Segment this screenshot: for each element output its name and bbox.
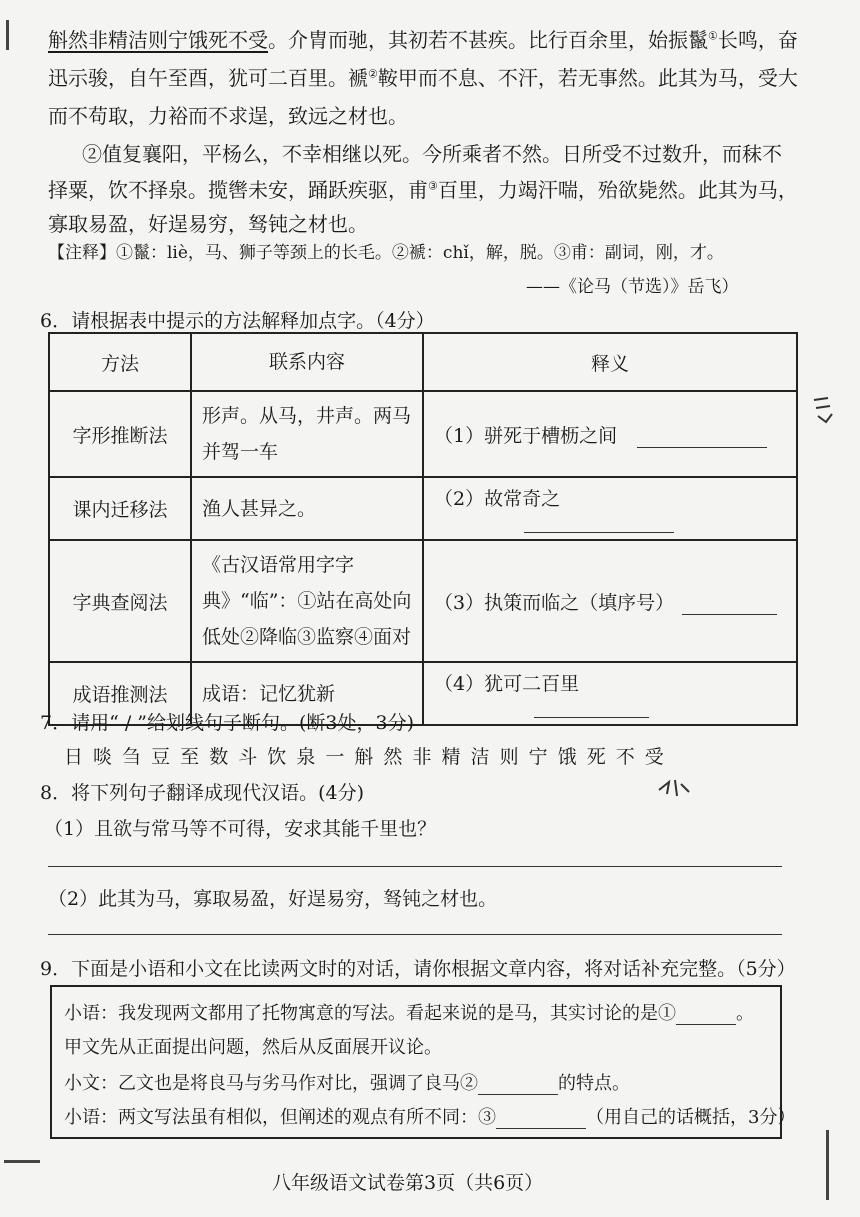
passage-line-2: 迅示骏，自午至酉，犹可二百里。褫②鞍甲而不息、不汗，若无事然。此其为马，受大 (48, 66, 798, 90)
passage-line-4: ②值复襄阳，平杨么，不幸相继以死。今所乘者不然。日所受不过数升，而秣不 (82, 142, 782, 166)
answer-blank[interactable] (534, 717, 649, 718)
method-cell: 字典查阅法 (49, 540, 191, 662)
dialogue-box (50, 985, 796, 1139)
passage-line-5: 择粟，饮不择泉。揽辔未安，踊跃疾驱，甫③百里，力竭汗喘，殆欲毙然。此其为马， (48, 178, 798, 202)
blank-1[interactable] (676, 1006, 736, 1025)
handwritten-mark-icon (655, 772, 695, 802)
question-7-stem: 7．请用“ / ”给划线句子断句。(断3处，3分) (40, 712, 414, 734)
underlined-sentence: 斛然非精洁则宁饿死不受 (48, 28, 268, 52)
meaning-cell (423, 477, 797, 540)
question-9-stem: 9．下面是小语和小文在比读两文时的对话，请你根据文章内容，将对话补充完整。（5分） (40, 958, 796, 980)
meaning-cell (423, 540, 797, 662)
question-8-sentence-2: （2）此其为马，寡取易盈，好逞易穷，驽钝之材也。 (48, 888, 498, 910)
header-meaning: 释义 (423, 333, 797, 391)
content-cell: 形声。从马，井声。两马并驾一车 (191, 391, 423, 477)
answer-line-8-2[interactable] (48, 934, 782, 935)
method-table (48, 332, 798, 726)
passage-line-6: 寡取易盈，好逞易穷，驽钝之材也。 (48, 212, 368, 236)
question-7-sentence[interactable]: 日 啖 刍 豆 至 数 斗 饮 泉 一 斛 然 非 精 洁 则 宁 饿 死 不 受 (64, 746, 666, 768)
item-text: （4）犹可二百里 (434, 673, 580, 695)
table-header-row (49, 333, 797, 391)
scan-edge-mark (826, 1130, 829, 1200)
item-text: （1）骈死于槽枥之间 (434, 424, 618, 447)
table-row (49, 540, 797, 662)
content-cell: 成语：记忆犹新 (191, 662, 423, 725)
passage-line-1: 斛然非精洁则宁饿死不受。介胄而驰，其初若不甚疾。比行百余里，始振鬣①长鸣，奋 (48, 28, 798, 52)
page-footer: 八年级语文试卷第3页（共6页） (272, 1172, 544, 1194)
passage-line-3: 而不苟取，力裕而不求逞，致远之材也。 (48, 104, 408, 128)
answer-blank[interactable] (524, 532, 674, 533)
answer-blank[interactable] (637, 447, 767, 448)
meaning-cell (423, 391, 797, 477)
question-8-stem: 8．将下列句子翻译成现代汉语。(4分) (40, 782, 365, 804)
scan-edge-mark (6, 20, 9, 50)
item-text: （2）故常奇之 (434, 488, 561, 510)
source-attribution: ——《论马（节选）》岳飞） (526, 277, 739, 297)
table-row (49, 391, 797, 477)
table-row (49, 477, 797, 540)
blank-3[interactable] (496, 1110, 586, 1129)
header-content: 联系内容 (191, 333, 423, 391)
content-cell: 渔人甚异之。 (191, 477, 423, 540)
meaning-cell (423, 662, 797, 725)
blank-2[interactable] (478, 1076, 558, 1095)
content-cell: 《古汉语常用字字典》“临”：①站在高处向低处②降临③监察④面对 (191, 540, 423, 662)
handwritten-mark-icon (808, 392, 838, 432)
annotation-note: 【注释】①鬣：liè，马、狮子等颈上的长毛。②褫：chǐ，解，脱。③甫：副词，刚，才。 (48, 243, 724, 263)
dialogue-line-2: 甲文先从正面提出问题，然后从反面展开议论。 (64, 1037, 442, 1058)
question-8-sentence-1: （1）且欲与常马等不可得，安求其能千里也？ (44, 818, 437, 840)
scan-edge-mark (4, 1160, 40, 1163)
answer-blank[interactable] (682, 614, 777, 615)
dialogue-line-1: 小语：我发现两文都用了托物寓意的写法。看起来说的是马，其实讨论的是① 。 (64, 1003, 754, 1024)
dialogue-line-3: 小文：乙文也是将良马与劣马作对比，强调了良马② 的特点。 (64, 1073, 630, 1094)
method-cell: 课内迁移法 (49, 477, 191, 540)
answer-line-8-1[interactable] (48, 866, 782, 867)
question-6-stem: 6．请根据表中提示的方法解释加点字。（4分） (40, 310, 435, 332)
method-cell: 字形推断法 (49, 391, 191, 477)
header-method: 方法 (49, 333, 191, 391)
item-text: （3）执策而临之（填序号） (434, 591, 675, 614)
method-cell: 成语推测法 (49, 662, 191, 725)
dialogue-line-4: 小语：两文写法虽有相似，但阐述的观点有所不同：③ （用自己的话概括，3分） (64, 1107, 796, 1128)
